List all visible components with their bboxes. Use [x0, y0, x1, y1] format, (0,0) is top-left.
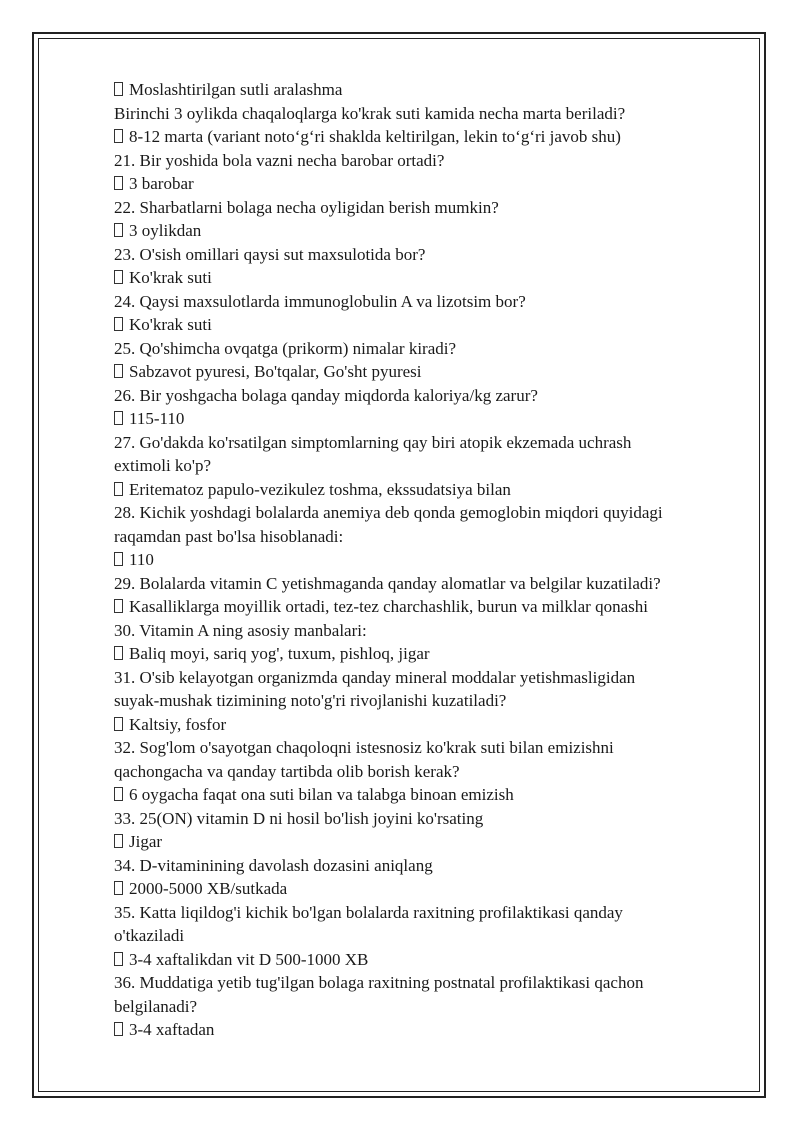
question-line: 28. Kichik yoshdagi bolalarda anemiya deb qonda gemoglobin miqdori quyidagi raqamdan past bo'lsa hisoblanadi: — [114, 503, 663, 546]
answer-text: 6 oygacha faqat ona suti bilan va talabga binoan emizish — [129, 785, 514, 804]
question-line: 27. Go'dakda ko'rsatilgan simptomlarning qay biri atopik ekzemada uchrash extimoli ko'p? — [114, 432, 632, 475]
question-line: 22. Sharbatlarni bolaga necha oyligidan berish mumkin? — [114, 197, 499, 217]
question-line: 36. Muddatiga yetib tug'ilgan bolaga raxitning postnatal profilaktikasi qachon belgilanadi? — [114, 973, 644, 1016]
answer-text: 8-12 marta (variant noto‘g‘ri shaklda keltirilgan, lekin to‘g‘ri javob shu) — [129, 127, 621, 146]
missing-glyph-icon — [114, 1022, 123, 1036]
missing-glyph-icon — [114, 129, 123, 143]
question-line: 23. O'sish omillari qaysi sut maxsulotida bor? — [114, 244, 426, 264]
answer-text: Ko'krak suti — [129, 315, 212, 334]
answer-line — [114, 713, 734, 737]
answer-line — [114, 830, 734, 854]
answer-line — [114, 266, 734, 290]
missing-glyph-icon — [114, 646, 123, 660]
missing-glyph-icon — [114, 717, 123, 731]
missing-glyph-icon — [114, 223, 123, 237]
missing-glyph-icon — [114, 834, 123, 848]
missing-glyph-icon — [114, 317, 123, 331]
question-line: 34. D-vitaminining davolash dozasini aniqlang — [114, 855, 433, 875]
answer-text: Sabzavot pyuresi, Bo'tqalar, Go'sht pyuresi — [129, 362, 422, 381]
missing-glyph-icon — [114, 364, 123, 378]
answer-line — [114, 125, 734, 149]
question-line: 32. Sog'lom o'sayotgan chaqoloqni istesnosiz ko'krak suti bilan emizishni qachongacha va qanday tartibda olib borish kerak? — [114, 738, 614, 781]
answer-line — [114, 548, 734, 572]
answer-text: 110 — [129, 550, 154, 569]
answer-line — [114, 407, 734, 431]
answer-line — [114, 1018, 734, 1042]
question-line: 21. Bir yoshida bola vazni necha barobar ortadi? — [114, 150, 445, 170]
question-line: 25. Qo'shimcha ovqatga (prikorm) nimalar kiradi? — [114, 338, 457, 358]
answer-text: 3-4 xaftadan — [129, 1020, 215, 1039]
answer-text: 3 oylikdan — [129, 221, 202, 240]
missing-glyph-icon — [114, 787, 123, 801]
question-line: 29. Bolalarda vitamin C yetishmaganda qanday alomatlar va belgilar kuzatiladi? — [114, 573, 661, 593]
answer-text: Baliq moyi, sariq yog', tuxum, pishloq, jigar — [129, 644, 430, 663]
missing-glyph-icon — [114, 552, 123, 566]
missing-glyph-icon — [114, 270, 123, 284]
question-line: 33. 25(ON) vitamin D ni hosil bo'lish joyini ko'rsating — [114, 808, 484, 828]
missing-glyph-icon — [114, 599, 123, 613]
answer-text: Eritematoz papulo-vezikulez toshma, ekssudatsiya bilan — [129, 479, 511, 499]
missing-glyph-icon — [114, 82, 123, 96]
answer-text: Kasalliklarga moyillik ortadi, tez-tez charchashlik, burun va milklar qonashi — [129, 597, 648, 616]
answer-line — [114, 172, 734, 196]
answer-line — [114, 313, 734, 337]
answer-line — [114, 219, 734, 243]
answer-text: Moslashtirilgan sutli aralashma — [129, 80, 343, 99]
question-line: 35. Katta liqildog'i kichik bo'lgan bolalarda raxitning profilaktikasi qanday o'tkaziladi — [114, 902, 623, 945]
missing-glyph-icon — [114, 881, 123, 895]
answer-line — [114, 595, 734, 619]
question-line: Birinchi 3 oylikda chaqaloqlarga ko'krak suti kamida necha marta beriladi? — [114, 103, 626, 123]
answer-text: 2000-5000 XB/sutkada — [129, 879, 288, 898]
answer-line — [114, 78, 734, 102]
question-line: 26. Bir yoshgacha bolaga qanday miqdorda kaloriya/kg zarur? — [114, 385, 538, 405]
answer-text: 115-110 — [129, 409, 185, 428]
answer-line — [114, 360, 734, 384]
answer-text: Ko'krak suti — [129, 268, 212, 287]
question-line: 30. Vitamin A ning asosiy manbalari: — [114, 620, 367, 640]
document-body — [114, 78, 734, 1042]
answer-line — [114, 642, 734, 666]
answer-line — [114, 877, 734, 901]
answer-line — [114, 948, 734, 972]
answer-text: 3-4 xaftalikdan vit D 500-1000 XB — [129, 949, 369, 969]
answer-text: Kaltsiy, fosfor — [129, 714, 227, 734]
missing-glyph-icon — [114, 411, 123, 425]
answer-line — [114, 478, 734, 502]
question-line: 24. Qaysi maxsulotlarda immunoglobulin A va lizotsim bor? — [114, 291, 526, 311]
answer-text: 3 barobar — [129, 174, 194, 193]
missing-glyph-icon — [114, 482, 123, 496]
answer-line — [114, 783, 734, 807]
question-line: 31. O'sib kelayotgan organizmda qanday mineral moddalar yetishmasligidan suyak-mushak tizimining noto'g'ri rivojlanishi kuzatiladi? — [114, 667, 636, 710]
missing-glyph-icon — [114, 176, 123, 190]
missing-glyph-icon — [114, 952, 123, 966]
answer-text: Jigar — [129, 832, 163, 851]
